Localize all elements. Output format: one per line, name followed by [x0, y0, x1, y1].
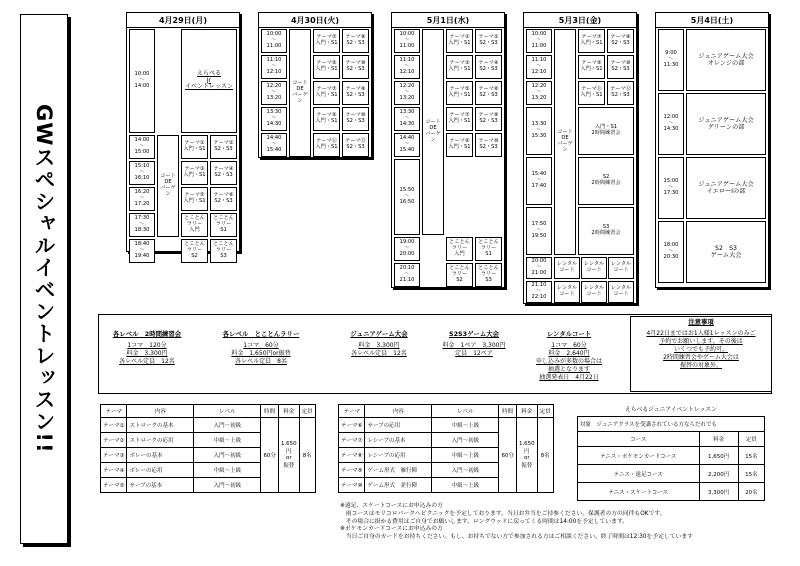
table-cell: 入門〜初級 — [194, 478, 261, 493]
table-cell: 3,300円 — [699, 483, 738, 501]
table-cell: サーブの応用 — [365, 418, 432, 433]
time-slot: 20:10 〜 21:10 — [394, 263, 420, 287]
table-cell: テーマ③ — [101, 448, 127, 463]
time-slot: 14:00 〜 15:00 — [129, 135, 155, 159]
lesson-slot: テーマ④ S2・S3 — [475, 55, 502, 79]
time-slot: 16:20 〜 17:20 — [129, 187, 155, 211]
notes — [340, 503, 780, 542]
day-header: 4月29日(月) — [127, 13, 239, 28]
info-line: 料金 3,300円 — [126, 350, 168, 358]
jr-event-title: えらべるジュニアイベントレッスン — [624, 407, 718, 413]
table-header: 定員 — [738, 432, 764, 447]
practice-session: S2 2時間練習会 — [578, 157, 634, 205]
table-cell: テーマ④ — [101, 463, 127, 478]
rental-court: レンタル コート — [581, 281, 607, 303]
table-cell: テーマ① — [101, 418, 127, 433]
lesson-slot: テーマ⑫ S2・S3 — [607, 81, 634, 105]
lesson-slot: テーマ⑧ S2・S3 — [342, 29, 369, 53]
info-line: 抽選となります — [547, 365, 590, 373]
table-cell: ボレーの基本 — [127, 448, 194, 463]
table-cell: レシーブの応用 — [365, 448, 432, 463]
info-line: 料金 1,650円or振替 — [231, 350, 291, 358]
table-cell: テーマ⑩ — [339, 478, 365, 493]
lesson-slot: とことん ラリー S1 — [210, 213, 237, 237]
lesson-slot: テーマ② S2・S3 — [210, 135, 237, 159]
info-line: 4月22日まではお1人様1レッスンのみご — [646, 330, 756, 338]
table-cell: テーマ⑥ — [339, 418, 365, 433]
time-slot: 12:20 〜 13:20 — [261, 81, 287, 105]
table-cell: 1,650円 — [699, 447, 738, 465]
time-slot: 11:10 〜 12:10 — [394, 55, 420, 79]
time-slot: 15:00 〜 17:30 — [658, 157, 684, 219]
table-cell: 中級〜上級 — [194, 463, 261, 478]
table-header: 定員 — [299, 405, 315, 418]
game-event: ジュニアゲーム大会 イエローⅠの部 — [686, 157, 766, 219]
day-header: 5月4日(土) — [656, 13, 768, 28]
day-header: 4月30日(火) — [259, 13, 371, 28]
rally-slot: とことん ラリー S2 — [446, 263, 473, 287]
info-line: 各レベル定員 12名 — [351, 350, 407, 358]
note-line: 雨コースはモリコロパークへピクニックを予定しております。当日お弁当をご持参ください。保護者の方の同伴もOKです。 — [340, 510, 666, 517]
note-line: その場合に掛かる費用はご自身でお願いします。ロングウッドに戻ってくる時間は14:00を予定しています。 — [340, 518, 629, 525]
info-row-border — [98, 314, 772, 394]
lesson-slot: とことん ラリー 入門 — [181, 213, 208, 237]
game-event: ジュニアゲーム大会 グリーンの部 — [686, 93, 766, 155]
table-cell: 入門〜初級 — [194, 418, 261, 433]
table-row — [339, 418, 554, 433]
lesson-slot: テーマ⑪ 入門・S1 — [578, 81, 605, 105]
duration-cell: 60分 — [261, 418, 279, 493]
table-row — [578, 417, 765, 432]
table-row — [578, 483, 765, 501]
info-line: 定員 12ペア — [455, 350, 493, 358]
info-line: 料金 1ペア 3,300円 — [442, 342, 506, 350]
time-slot: 20:00 〜 21:00 — [526, 257, 552, 279]
lesson-table-right — [338, 404, 554, 493]
time-slot: 13:30 〜 14:30 — [261, 107, 287, 131]
capacity-cell: 8名 — [299, 418, 315, 493]
lesson-slot: とことん ラリー S3 — [210, 239, 237, 263]
day-column — [523, 12, 637, 304]
time-slot: 11:10 〜 12:10 — [526, 55, 552, 79]
info-line: 1コマ 60分 — [243, 342, 279, 350]
lesson-slot: テーマ⑦ 入門・S1 — [313, 29, 340, 53]
lesson-slot: テーマ③ 入門・S1 — [446, 55, 473, 79]
lesson-slot: テーマ⑨ 入門・S1 — [446, 133, 473, 157]
rental-court: レンタル コート — [581, 257, 607, 279]
info-line: 各レベル定員 12名 — [119, 357, 175, 365]
rental-court: レンタル コート — [608, 257, 634, 279]
info-title: 各レベル とことんラリー — [222, 330, 300, 338]
table-cell: ゲーム形式 雁行陣 — [365, 463, 432, 478]
table-header: 定員 — [537, 405, 553, 418]
lesson-table-left — [100, 404, 316, 493]
lesson-slot: テーマ⑪ 入門・S1 — [313, 133, 340, 157]
table-row — [578, 465, 765, 483]
lesson-slot: テーマ④ S2・S3 — [210, 161, 237, 185]
rally-slot: とことん ラリー S3 — [475, 263, 502, 287]
rally-slot: とことん ラリー 入門 — [446, 237, 473, 261]
table-header: テーマ — [101, 405, 127, 418]
table-cell: ストロークの応用 — [127, 433, 194, 448]
info-line: 各レベル定員 8名 — [235, 357, 287, 365]
price-cell: 1,650 円 or 振替 — [516, 418, 537, 493]
rental-court: レンタル コート — [554, 281, 580, 303]
table-cell: テニス・スケートコース — [578, 483, 700, 501]
game-event: ジュニアゲーム大会 オレンジの部 — [686, 29, 766, 91]
day-column — [258, 12, 372, 158]
table-header: レベル — [194, 405, 261, 418]
time-slot: 12:20 〜 13:20 — [394, 81, 420, 105]
table-header: 時間 — [261, 405, 279, 418]
lesson-slot: とことん ラリー S2 — [181, 239, 208, 263]
info-title: S2S3ゲーム大会 — [448, 330, 500, 338]
time-slot: 13:30 〜 15:30 — [526, 107, 552, 155]
info-line: 振替の対象外。 — [679, 361, 722, 369]
time-slot: 10:00 〜 11:00 — [261, 29, 287, 53]
table-header: テーマ — [339, 405, 365, 418]
lesson-slot: テーマ⑦ 入門・S1 — [578, 29, 605, 53]
time-slot: 19:00 〜 20:00 — [394, 237, 420, 261]
lesson-slot: テーマ⑫ S2・S3 — [342, 133, 369, 157]
lesson-slot: テーマ⑧ S2・S3 — [342, 81, 369, 105]
table-cell: レシーブの基本 — [365, 433, 432, 448]
table-cell: ゲーム形式 並行陣 — [365, 478, 432, 493]
rental-court: レンタル コート — [554, 257, 580, 279]
info-line: 1コマ 60分 — [551, 342, 587, 350]
table-cell: 2,200円 — [699, 465, 738, 483]
lesson-slot: テーマ⑩ S2・S3 — [342, 55, 369, 79]
info-title: レンタルコート — [546, 330, 592, 338]
lesson-slot: テーマ⑤ 入門・S1 — [446, 81, 473, 105]
time-slot: 15:10 〜 16:10 — [129, 161, 155, 185]
time-slot: 9:00 〜 11:30 — [658, 29, 684, 91]
practice-session: 入門・S1 2時間練習会 — [578, 107, 634, 155]
time-slot: 18:40 〜 19:40 — [129, 239, 155, 263]
table-cell: 中級〜上級 — [194, 433, 261, 448]
table-cell: 入門〜初級 — [432, 463, 499, 478]
day-column — [655, 12, 769, 288]
table-cell: テーマ⑤ — [101, 478, 127, 493]
table-cell: テーマ⑧ — [339, 448, 365, 463]
day-header: 5月3日(金) — [524, 13, 636, 28]
table-cell: ストロークの基本 — [127, 418, 194, 433]
time-slot: 12:00 〜 14:30 — [658, 93, 684, 155]
table-cell: テーマ⑦ — [339, 433, 365, 448]
info-line: 料金 3,300円 — [358, 342, 400, 350]
day-column — [391, 12, 505, 288]
table-header: 料金 — [278, 405, 299, 418]
time-slot: 15:40 〜 17:40 — [526, 157, 552, 205]
time-slot: 14:40 〜 15:40 — [261, 133, 287, 157]
time-slot: 13:30 〜 14:30 — [394, 107, 420, 131]
table-header: 料金 — [699, 432, 738, 447]
table-row — [578, 432, 765, 447]
lesson-slot: テーマ⑨ 入門・S1 — [313, 55, 340, 79]
day-column — [126, 12, 240, 259]
coat-bargain: コート DE バーゲン — [157, 135, 179, 237]
lesson-slot: テーマ⑩ S2・S3 — [607, 55, 634, 79]
page-title-box — [20, 14, 68, 544]
jr-event-lesson: えらべる Jr イベントレッスン — [181, 29, 237, 133]
page-title: GWスペシャルイベントレッスン!! — [32, 104, 56, 454]
table-cell: 入門〜初級 — [194, 448, 261, 463]
lesson-slot: テーマ⑨ 入門・S1 — [313, 107, 340, 131]
table-cell: 中級〜上級 — [432, 478, 499, 493]
lesson-slot: テーマ① 入門・S1 — [181, 135, 208, 159]
table-cell: 中級〜上級 — [432, 418, 499, 433]
info-line: いくつでも予約可。 — [673, 345, 728, 353]
table-header: コース — [578, 432, 700, 447]
table-cell: テニス・遠足コース — [578, 465, 700, 483]
table-header: 内容 — [127, 405, 194, 418]
time-slot: 15:50 〜 16:50 — [394, 159, 420, 235]
time-slot: 12:20 〜 13:20 — [526, 81, 552, 105]
rental-court: レンタル コート — [608, 281, 634, 303]
info-title: 各レベル 2時間練習会 — [112, 330, 182, 338]
capacity-cell: 8名 — [537, 418, 553, 493]
table-header: レベル — [432, 405, 499, 418]
info-line: 料金 2,640円 — [548, 350, 590, 358]
table-row — [578, 447, 765, 465]
lesson-slot: テーマ⑨ 入門・S1 — [578, 55, 605, 79]
table-header: 内容 — [365, 405, 432, 418]
coat-bargain: コート DE バーゲン — [554, 29, 576, 255]
table-cell: 入門〜初級 — [432, 433, 499, 448]
coat-bargain: コート DE バーゲン — [422, 29, 444, 235]
table-cell: 15名 — [738, 465, 764, 483]
lesson-slot: テーマ⑥ S2・S3 — [475, 81, 502, 105]
info-line: 申し込みが多数の場合は — [535, 357, 602, 365]
table-cell: 15名 — [738, 447, 764, 465]
time-slot: 21:10 〜 22:10 — [526, 281, 552, 303]
table-cell: テーマ② — [101, 433, 127, 448]
table-cell: テーマ⑨ — [339, 463, 365, 478]
day-header: 5月1日(水) — [392, 13, 504, 28]
coat-bargain: コート DE バーゲン — [289, 29, 311, 157]
lesson-slot: テーマ⑧ S2・S3 — [475, 107, 502, 131]
lesson-slot: テーマ⑦ 入門・S1 — [313, 81, 340, 105]
jr-event-box — [577, 404, 765, 501]
note-line: 当日ご自身のカードをお持ちください。もし、お持ちでない方で参加される方はご相談ください。終了時間は12:30を予定しています — [340, 534, 693, 541]
lesson-slot: テーマ② S2・S3 — [475, 29, 502, 53]
info-line: 2時間練習会やゲーム大会は — [663, 353, 739, 361]
price-cell: 1,650 円 or 振替 — [278, 418, 299, 493]
table-cell: ボレーの応用 — [127, 463, 194, 478]
info-line: 予約でお願いします。その後は — [659, 338, 743, 346]
time-slot: 18:00 〜 20:30 — [658, 221, 684, 283]
table-row — [101, 418, 316, 433]
note-line: ※遠足、スケートコースにお申込みの方 — [340, 503, 443, 509]
table-cell: 20名 — [738, 483, 764, 501]
table-cell: サーブの基本 — [127, 478, 194, 493]
lesson-slot: テーマ⑩ S2・S3 — [342, 107, 369, 131]
practice-session: S3 2時間練習会 — [578, 207, 634, 255]
table-cell: テニス・ポケモンカードコース — [578, 447, 700, 465]
info-line: 抽選発表日 4月22日 — [539, 373, 599, 381]
rally-slot: とことん ラリー S1 — [475, 237, 502, 261]
time-slot: 10:00 〜 11:00 — [394, 29, 420, 53]
lesson-slot: テーマ⑩ S2・S3 — [475, 133, 502, 157]
time-slot: 10:00 〜 14:00 — [129, 29, 155, 133]
info-line: 1コマ 120分 — [127, 342, 167, 350]
table-cell: 中級〜上級 — [432, 448, 499, 463]
time-slot: 17:30 〜 18:30 — [129, 213, 155, 237]
jr-event-target: 対象 ジュニアクラスを受講されている方ならだれでも — [578, 417, 765, 432]
game-event: S2 S3 ゲーム大会 — [686, 221, 766, 283]
info-title: 注意事項 — [688, 318, 714, 326]
duration-cell: 60分 — [499, 418, 517, 493]
table-header: 時間 — [499, 405, 517, 418]
time-slot: 14:40 〜 15:40 — [394, 133, 420, 157]
lesson-slot: テーマ⑦ 入門・S1 — [446, 107, 473, 131]
lesson-slot: テーマ⑧ S2・S3 — [607, 29, 634, 53]
time-slot: 10:00 〜 11:00 — [526, 29, 552, 53]
table-header: 料金 — [516, 405, 537, 418]
lesson-slot: テーマ⑤ 入門・S1 — [181, 187, 208, 211]
lesson-slot: テーマ⑥ S2・S3 — [210, 187, 237, 211]
info-title: ジュニアゲーム大会 — [350, 330, 408, 338]
time-slot: 17:50 〜 19:50 — [526, 207, 552, 255]
lesson-slot: テーマ③ 入門・S1 — [181, 161, 208, 185]
note-line: ※ポケモンカードコースにお申込みの方 — [340, 526, 443, 533]
jr-event-course-table — [577, 416, 765, 501]
time-slot: 11:10 〜 12:10 — [261, 55, 287, 79]
lesson-slot: テーマ① 入門・S1 — [446, 29, 473, 53]
